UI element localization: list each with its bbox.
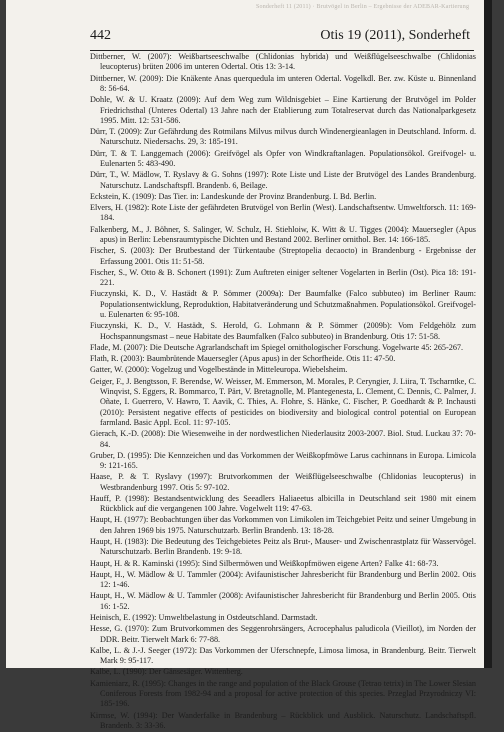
page-number: 442 <box>90 28 111 43</box>
reference-entry: Gatter, W. (2000): Vogelzug und Vogelbestände in Mitteleuropa. Wiebelsheim. <box>90 365 348 375</box>
reference-entry: Kirmse, W. (1994): Der Wanderfalke in Brandenburg – Rückblick und Ausblick. Naturschutz. Landschaftspfl. Brandenb. 3: 33-36. <box>90 710 476 730</box>
reference-entry: Dohle, W. & U. Kraatz (2009): Auf dem Weg zum Wildnisgebiet – Eine Kartierung der Brutvögel im Polder Friedrichsthal (Unteres Odertal) 13 Jahre nach der Etablierung zum Totalreservat durch das Nationalparkgesetz 1995. Mitt. 12: 531-586. <box>90 95 476 125</box>
journal-title: Otis 19 (2011), Sonderheft <box>320 28 470 43</box>
reference-entry: Hesse, G. (1970): Zum Brutvorkommen des Seggenrohrsängers, Acrocephalus paludicola (Vieillot), im Norden der DDR. Beitr. Tierwelt Mark 6: 77-88. <box>90 624 476 644</box>
bleed-through-text: Sonderheft 11 (2011) · Brutvögel in Berlin – Ergebnisse der ADEBAR-Kartierung <box>256 4 470 10</box>
reference-entry: Kalbe, L. (1990): Der Gänsesäger. Wittenberg. <box>90 667 243 677</box>
reference-entry: Haase, P. & T. Ryslavy (1997): Brutvorkommen der Weißflügelseeschwalbe (Chlidonias leucopterus) in Westbrandenburg 1997. Otis 5: 97-102. <box>90 472 476 492</box>
document-page <box>6 0 492 730</box>
reference-entry: Elvers, H. (1982): Rote Liste der gefährdeten Brutvögel von Berlin (West). Landschaftsentw. Umweltforsch. 11: 169-184. <box>90 203 476 223</box>
reference-entry: Hauff, P. (1998): Bestandsentwicklung des Seeadlers Haliaeetus albicilla in Deutschland seit 1980 mit einem Rückblick auf die vergangenen 100 Jahre. Vogelwelt 119: 47-63. <box>90 493 476 514</box>
reference-entry: Haupt, H., W. Mädlow & U. Tammler (2004): Avifaunistischer Jahresbericht für Brandenburg und Berlin 2002. Otis 12: 1-46. <box>90 569 476 590</box>
reference-entry: Kalbe, L. & J.-J. Seeger (1972): Das Vorkommen der Uferschnepfe, Limosa limosa, in Brandenburg. Beitr. Tierwelt Mark 9: 95-117. <box>90 645 476 666</box>
reference-entry: Haupt, H. & R. Kaminski (1995): Sind Silbermöwen und Weißkopfmöwen eigene Arten? Falke 41: 68-73. <box>90 558 439 568</box>
reference-entry: Fiuczynski, K. D., V. Hastädt, S. Herold, G. Lohmann & P. Sömmer (2009b): Vom Feldgehölz zum Hochspannungsmast – neue Habitate des Baumfalken (Falco subbuteo) in Brandenburg. Otis 17: 51-58. <box>90 321 476 341</box>
reference-entry: Dürr, T., W. Mädlow, T. Ryslavy & G. Sohns (1997): Rote Liste und Liste der Brutvögel des Landes Brandenburg. Naturschutz. Landschaftspfl. Brandenb. 6, Beilage. <box>90 170 476 190</box>
reference-entry: Heinisch, E. (1992): Umweltbelastung in Ostdeutschland. Darmstadt. <box>90 613 318 623</box>
reference-entry: Haupt, H. (1977): Beobachtungen über das Vorkommen von Limikolen im Teichgebiet Peitz und seiner Umgebung in den Jahren 1969 bis 1975. Naturschutzarb. Berlin Brandenb. 13: 18-28. <box>90 515 476 535</box>
reference-entry: Kamieniarz, R. (1995): Changes in the range and population of the Black Grouse (Tetrao tetrix) in The Lower Slesian Coniferous Forests from 1982-94 and a proposal for active protection of this species. Przeglad Przyrodniczy VI: 185-196. <box>90 678 476 709</box>
reference-entry: Gierach, K.-D. (2008): Die Wiesenweihe in der nordwestlichen Niederlausitz 2003-2007. Biol. Stud. Luckau 37: 70-84. <box>90 429 476 449</box>
reference-entry: Dürr, T. (2009): Zur Gefährdung des Rotmilans Milvus milvus durch Windenergieanlagen in Deutschland. Inform. d. Naturschutz. Niedersachs. 29, 3: 185-191. <box>90 127 476 147</box>
reference-entry: Fischer, S., W. Otto & B. Schonert (1991): Zum Auftreten einiger seltener Vogelarten in Berlin (Ost). Pica 18: 191-221. <box>90 267 476 288</box>
reference-entry: Falkenberg, M., J. Böhner, S. Salinger, W. Schulz, H. Stiehloiw, K. Witt & U. Tigges (2004): Mauersegler (Apus apus) in Berlin: Lebensraumtypische Dichten und Bestand 2002. Berliner ornithol. Ber. 14: 166-185. <box>90 224 476 244</box>
reference-entry: Eckstein, K. (1909): Das Tier. in: Landeskunde der Provinz Brandenburg. I. Bd. Berlin. <box>90 191 377 201</box>
reference-entry: Dittberner, W. (2007): Weißbartseeschwalbe (Chlidonias hybrida) und Weißflügelseeschwalbe (Chlidonias leucopterus) brüten 2006 im unteren Odertal. Otis 13: 3-14. <box>90 52 476 72</box>
reference-entry: Fiuczynski, K. D., V. Hastädt & P. Sömmer (2009a): Der Baumfalke (Falco subbuteo) im Berliner Raum: Populationsentwicklung, Reproduktion, Habitatveränderung und Schutzmaßnahmen. Populationsökol. Greifvogel- u. Eulenarten 6: 95-108. <box>90 289 476 320</box>
page-header <box>90 28 470 50</box>
reference-entry: Dürr, T. & T. Langgemach (2006): Greifvögel als Opfer von Windkraftanlagen. Populationsökol. Greifvogel- u. Eulenarten 5: 483-490. <box>90 148 476 168</box>
page-edge-shadow <box>484 0 492 668</box>
reference-entry: Geiger, F., J. Bengtsson, F. Berendse, W. Weisser, M. Emmerson, M. Morales, P. Ceryngier, J. Liira, T. Tscharntke, C. Winqvist, S. Eggers, R. Bommarco, T. Pärt, V. Bretagnolle, M. Plantegenesta, L. Clement, C. Dennis, C. Palmer, J. Oñate, I. Guerrero, V. Hawro, T. Aavik, C. Thies, A. Flohre, S. Hänke, C. Fischer, P. Goedhardt & P. Inchausti (2010): Persistent negative effects of pesticides on biodiversity and biological control potential on European farmland. Basic Appl. Ecol. 11: 97-105. <box>90 376 477 427</box>
reference-entry: Gruber, D. (1995): Die Kennzeichen und das Vorkommen der Weißkopfmöwe Larus cachinnans in Europa. Limicola 9: 121-165. <box>90 450 476 471</box>
reference-entry: Haupt, H. (1983): Die Bedeutung des Teichgebietes Peitz als Brut-, Mauser- und Zwischenrastplatz für Wasservögel. Naturschutzarb. Berlin Brandenb. 19: 9-18. <box>90 537 476 557</box>
reference-entry: Flath, R. (2003): Baumbrütende Mauersegler (Apus apus) in der Schorfheide. Otis 11: 47-50. <box>90 354 396 364</box>
reference-entry: Haupt, H., W. Mädlow & U. Tammler (2008): Avifaunistischer Jahresbericht für Brandenburg und Berlin 2005. Otis 16: 1-52. <box>90 591 476 611</box>
reference-list <box>90 52 476 732</box>
reference-entry: Flade, M. (2007): Die Deutsche Agrarlandschaft im Spiegel ornithologischer Forschung. Vogelwarte 45: 265-267. <box>90 342 464 352</box>
header-rule <box>90 50 474 51</box>
reference-entry: Dittberner, W. (2009): Die Knäkente Anas querquedula im unteren Odertal. Vogelkdl. Ber. zw. Küste u. Binnenland 8: 56-64. <box>90 73 476 93</box>
reference-entry: Fischer, S. (2003): Der Brutbestand der Türkentaube (Streptopelia decaocto) in Brandenburg - Ergebnisse der Erfassung 2001. Otis 11: 51-58. <box>90 246 476 266</box>
